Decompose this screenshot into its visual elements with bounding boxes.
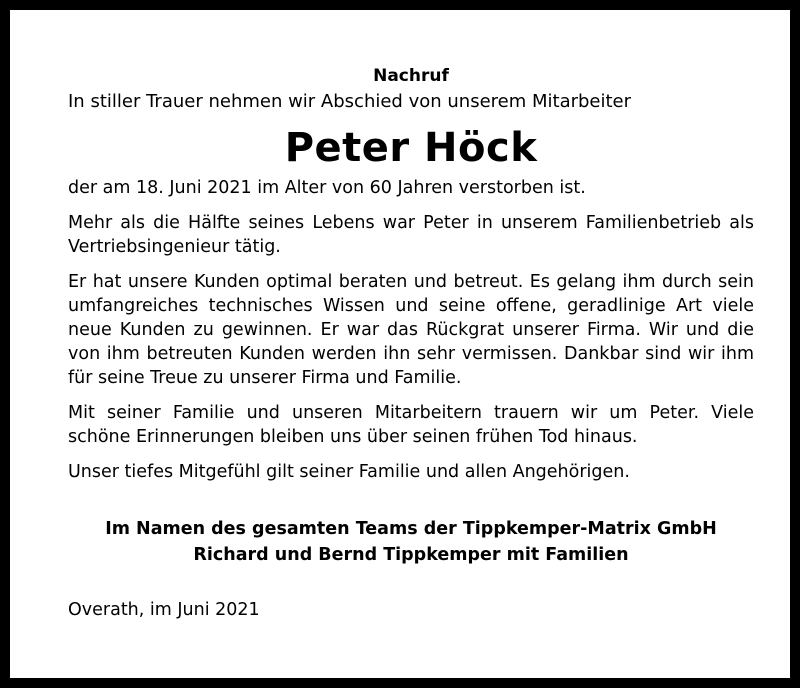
deceased-name: Peter Höck [284,125,538,171]
obituary-intro: In stiller Trauer nehmen wir Abschied von unserem Mitarbeiter [68,91,632,112]
obituary-paragraph-career: Mehr als die Hälfte seines Lebens war Peter in unserem Familienbetrieb als Vertriebsingenieur tätig. [68,213,754,257]
signature-names: Richard und Bernd Tippkemper mit Familien [193,545,629,565]
obituary-heading: Nachruf [373,66,449,86]
obituary-content [68,64,754,622]
signature-block [68,516,754,568]
obituary-paragraph-tribute: Er hat unsere Kunden optimal beraten und betreut. Es gelang ihm durch sein umfangreiches technisches Wissen und seine offene, geradlinige Art viele neue Kunden zu gewinnen. Er war das Rückgrat unserer Firma. Wir und die von ihm betreuten Kunden werden ihn sehr vermissen. Dankbar sind wir ihm für seine Treue zu unserer Firma und Familie. [68,272,754,388]
obituary-paragraph-condolence: Unser tiefes Mitgefühl gilt seiner Familie und allen Angehörigen. [68,462,630,482]
signature-company: Im Namen des gesamten Teams der Tippkemper-Matrix GmbH [105,519,717,539]
place-date: Overath, im Juni 2021 [68,600,260,620]
obituary-paragraph-death-date: der am 18. Juni 2021 im Alter von 60 Jahren verstorben ist. [68,178,586,198]
obituary-paragraph-mourning: Mit seiner Familie und unseren Mitarbeitern trauern wir um Peter. Viele schöne Erinnerungen bleiben uns über seinen frühen Tod hinaus. [68,403,754,447]
